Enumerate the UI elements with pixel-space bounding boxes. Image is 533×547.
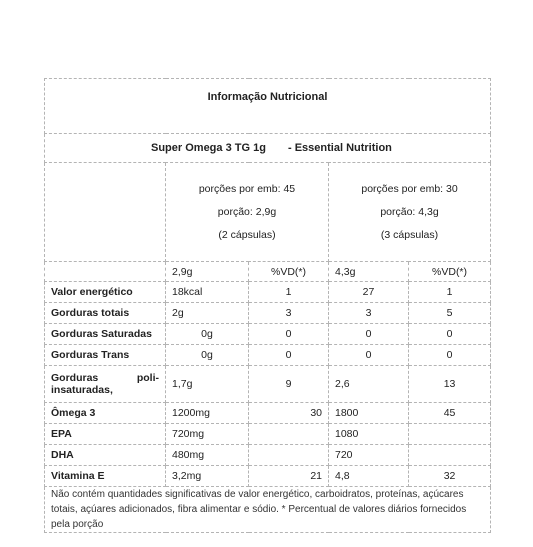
title-row (45, 79, 491, 134)
table-row (45, 466, 491, 487)
p1-vd: 1 (249, 282, 329, 303)
p2-vd: 32 (409, 466, 491, 487)
portion-blank-cell (45, 163, 166, 262)
table-row (45, 282, 491, 303)
header-p1-amount: 2,9g (166, 262, 249, 282)
p2-value: 27 (329, 282, 409, 303)
product-brand: - Essential Nutrition (288, 142, 392, 154)
p2-vd (409, 424, 491, 445)
poly-label-a: Gorduras (51, 372, 99, 384)
row-label: Ômega 3 (45, 403, 166, 424)
p2-vd: 13 (409, 366, 491, 403)
row-label: EPA (45, 424, 166, 445)
portion-caps-1: (2 cápsulas) (218, 228, 276, 241)
p2-value: 0 (329, 324, 409, 345)
p1-vd: 0 (249, 324, 329, 345)
poly-label-b: poli- (136, 372, 159, 384)
product-name: Super Omega 3 TG 1g (151, 142, 266, 154)
p2-value: 4,8 (329, 466, 409, 487)
p1-value: 18kcal (166, 282, 249, 303)
row-label: Gorduras Saturadas (45, 324, 166, 345)
p1-value: 1,7g (166, 366, 249, 403)
row-label: Gorduras totais (45, 303, 166, 324)
portion-info-1 (166, 163, 329, 262)
header-p2-vd: %VD(*) (409, 262, 491, 282)
row-label: Valor energético (45, 282, 166, 303)
p2-value: 3 (329, 303, 409, 324)
p2-vd: 0 (409, 345, 491, 366)
p2-vd: 5 (409, 303, 491, 324)
portion-size-2: porção: 4,3g (380, 205, 439, 218)
p2-value: 0 (329, 345, 409, 366)
nutrition-table (44, 78, 491, 533)
footnote-row (45, 487, 491, 533)
p1-value: 1200mg (166, 403, 249, 424)
table-row (45, 324, 491, 345)
portion-info-2 (329, 163, 491, 262)
p2-vd: 0 (409, 324, 491, 345)
table-row (45, 424, 491, 445)
product-row (45, 134, 491, 163)
p1-value: 0g (166, 324, 249, 345)
p1-vd: 0 (249, 345, 329, 366)
product-cell (45, 134, 491, 163)
p2-vd: 45 (409, 403, 491, 424)
footnote: Não contém quantidades significativas de valor energético, carboidratos, proteínas, açúcares totais, açúares adicionados, fibra alimentar e sódio. * Percentual de valores diários fornecidos pela porção (45, 487, 491, 533)
p1-vd (249, 424, 329, 445)
table-row (45, 445, 491, 466)
p2-value: 1800 (329, 403, 409, 424)
poly-label-c: insaturadas, (51, 384, 113, 396)
row-label: DHA (45, 445, 166, 466)
portions-per-pack-2: porções por emb: 30 (361, 182, 458, 195)
header-p1-vd: %VD(*) (249, 262, 329, 282)
p2-vd (409, 445, 491, 466)
p1-vd: 3 (249, 303, 329, 324)
p2-value: 1080 (329, 424, 409, 445)
p1-vd: 30 (249, 403, 329, 424)
portion-size-1: porção: 2,9g (217, 205, 277, 218)
p1-value: 720mg (166, 424, 249, 445)
header-p2-amount: 4,3g (329, 262, 409, 282)
p2-vd: 1 (409, 282, 491, 303)
table-row (45, 303, 491, 324)
p1-value: 3,2mg (166, 466, 249, 487)
p1-value: 0g (166, 345, 249, 366)
row-label: Vitamina E (45, 466, 166, 487)
portions-per-pack-1: porções por emb: 45 (198, 182, 296, 195)
header-blank (45, 262, 166, 282)
row-label: Gorduras Trans (45, 345, 166, 366)
p1-vd (249, 445, 329, 466)
p1-vd: 21 (249, 466, 329, 487)
portion-caps-2: (3 cápsulas) (380, 228, 439, 241)
p1-value: 480mg (166, 445, 249, 466)
table-row (45, 345, 491, 366)
row-label-poly (45, 366, 166, 403)
p2-value: 720 (329, 445, 409, 466)
p2-value: 2,6 (329, 366, 409, 403)
p1-vd: 9 (249, 366, 329, 403)
p1-value: 2g (166, 303, 249, 324)
portion-row (45, 163, 491, 262)
table-row (45, 403, 491, 424)
table-row (45, 366, 491, 403)
column-header-row (45, 262, 491, 282)
table-title: Informação Nutricional (45, 79, 491, 134)
